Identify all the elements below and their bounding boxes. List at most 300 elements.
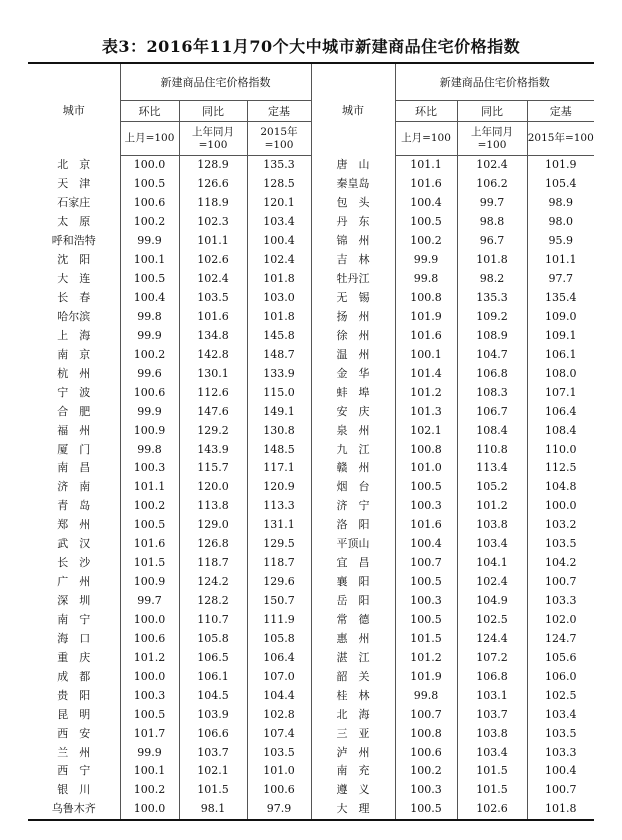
left-yoy-cell: 147.6 [179, 402, 247, 421]
right-city-cell: 三 亚 [311, 724, 395, 743]
right-city-cell: 锦 州 [311, 232, 395, 251]
left-yoy-cell: 103.7 [179, 743, 247, 762]
left-mom-cell: 101.6 [120, 535, 179, 554]
right-mom-cell: 100.2 [395, 232, 457, 251]
left-base-cell: 102.4 [247, 251, 311, 270]
right-mom-cell: 101.6 [395, 326, 457, 345]
left-base-cell: 145.8 [247, 326, 311, 345]
left-mom-cell: 100.6 [120, 629, 179, 648]
table-row [28, 800, 594, 820]
right-city-cell: 金 华 [311, 364, 395, 383]
left-mom-cell: 99.8 [120, 308, 179, 327]
right-mom-cell: 100.8 [395, 724, 457, 743]
city-header-left: 城市 [28, 63, 120, 156]
left-city-cell: 天 津 [28, 175, 120, 194]
fixed-base-left: 2015年=100 [247, 122, 311, 156]
right-mom-cell: 101.2 [395, 648, 457, 667]
right-city-cell: 北 海 [311, 705, 395, 724]
right-yoy-cell: 102.5 [457, 611, 527, 630]
left-base-cell: 130.8 [247, 421, 311, 440]
left-yoy-cell: 128.9 [179, 156, 247, 175]
left-mom-cell: 99.9 [120, 232, 179, 251]
right-yoy-cell: 107.2 [457, 648, 527, 667]
left-city-cell: 南 宁 [28, 611, 120, 630]
table-row [28, 194, 594, 213]
left-yoy-cell: 104.5 [179, 686, 247, 705]
left-mom-cell: 100.1 [120, 251, 179, 270]
right-mom-cell: 100.5 [395, 478, 457, 497]
table-row [28, 308, 594, 327]
right-base-cell: 103.3 [545, 594, 577, 608]
left-mom-cell: 101.2 [120, 648, 179, 667]
right-city-cell: 扬 州 [311, 308, 395, 327]
right-base-cell: 100.7 [545, 575, 577, 589]
right-mom-cell: 100.7 [395, 554, 457, 573]
left-city-cell: 合 肥 [28, 402, 120, 421]
right-yoy-cell: 101.8 [457, 251, 527, 270]
right-yoy-cell: 106.8 [457, 667, 527, 686]
right-city-cell: 吉 林 [311, 251, 395, 270]
right-mom-cell: 99.8 [395, 686, 457, 705]
left-base-cell: 148.7 [247, 345, 311, 364]
left-mom-cell: 100.0 [120, 611, 179, 630]
right-mom-cell: 100.7 [395, 705, 457, 724]
right-mom-cell: 101.6 [395, 516, 457, 535]
left-base-cell: 149.1 [247, 402, 311, 421]
right-base-cell: 124.7 [545, 631, 577, 645]
right-mom-cell: 100.6 [395, 743, 457, 762]
base-header-left: 定基 [247, 101, 311, 122]
right-base-cell: 100.7 [545, 783, 577, 797]
left-base-cell: 97.9 [247, 800, 311, 820]
left-mom-cell: 100.9 [120, 573, 179, 592]
left-city-cell: 青 岛 [28, 497, 120, 516]
left-base-cell: 102.8 [247, 705, 311, 724]
right-mom-cell: 100.3 [395, 592, 457, 611]
right-mom-cell: 101.0 [395, 459, 457, 478]
left-city-cell: 石家庄 [28, 194, 120, 213]
right-mom-cell: 100.5 [395, 573, 457, 592]
left-city-cell: 长 沙 [28, 554, 120, 573]
right-base-cell: 108.0 [545, 366, 577, 380]
left-city-cell: 哈尔滨 [28, 308, 120, 327]
right-base-cell: 101.8 [527, 800, 594, 820]
right-yoy-cell: 103.8 [457, 516, 527, 535]
right-base-cell: 103.5 [545, 726, 577, 740]
right-city-cell: 蚌 埠 [311, 383, 395, 402]
right-mom-cell: 101.9 [395, 667, 457, 686]
right-city-cell: 平顶山 [311, 535, 395, 554]
right-yoy-cell: 102.4 [457, 573, 527, 592]
left-base-cell: 103.0 [247, 289, 311, 308]
right-yoy-cell: 98.8 [457, 213, 527, 232]
mom-base-left: 上月=100 [120, 122, 179, 156]
left-mom-cell: 100.9 [120, 421, 179, 440]
left-yoy-cell: 106.5 [179, 648, 247, 667]
right-base-cell: 107.1 [545, 385, 577, 399]
yoy-base-right: 上年同月=100 [457, 122, 527, 156]
right-city-cell: 无 锡 [311, 289, 395, 308]
table-row [28, 270, 594, 289]
left-city-cell: 太 原 [28, 213, 120, 232]
left-city-cell: 银 川 [28, 781, 120, 800]
left-yoy-cell: 112.6 [179, 383, 247, 402]
right-city-cell: 襄 阳 [311, 573, 395, 592]
right-yoy-cell: 106.2 [457, 175, 527, 194]
city-header-right: 城市 [311, 63, 395, 156]
left-city-cell: 济 南 [28, 478, 120, 497]
left-mom-cell: 99.9 [120, 326, 179, 345]
left-base-cell: 111.9 [247, 611, 311, 630]
left-base-cell: 113.3 [247, 497, 311, 516]
right-base-cell: 106.1 [545, 347, 577, 361]
right-mom-cell: 100.3 [395, 781, 457, 800]
left-mom-cell: 100.5 [120, 516, 179, 535]
left-mom-cell: 100.5 [120, 705, 179, 724]
right-mom-cell: 100.8 [395, 440, 457, 459]
index-group-header-left: 新建商品住宅价格指数 [120, 63, 311, 101]
left-yoy-cell: 101.6 [179, 308, 247, 327]
right-yoy-cell: 101.2 [457, 497, 527, 516]
table-row [28, 213, 594, 232]
right-base-cell: 101.1 [545, 253, 577, 267]
left-city-cell: 广 州 [28, 573, 120, 592]
right-base-cell: 108.4 [545, 423, 577, 437]
page-title: 表3：2016年11月70个大中城市新建商品住宅价格指数 [101, 37, 521, 56]
right-base-cell: 98.9 [548, 196, 573, 210]
right-base-cell: 105.6 [545, 650, 577, 664]
left-base-cell: 118.7 [247, 554, 311, 573]
right-yoy-cell: 102.6 [457, 800, 527, 820]
right-yoy-cell: 135.3 [457, 289, 527, 308]
left-mom-cell: 100.5 [120, 270, 179, 289]
mom-header-left: 环比 [120, 101, 179, 122]
right-city-cell: 包 头 [311, 194, 395, 213]
left-yoy-cell: 126.8 [179, 535, 247, 554]
left-city-cell: 乌鲁木齐 [28, 800, 120, 820]
right-yoy-cell: 106.7 [457, 402, 527, 421]
right-yoy-cell: 101.5 [457, 762, 527, 781]
left-base-cell: 104.4 [247, 686, 311, 705]
left-base-cell: 103.5 [247, 743, 311, 762]
right-mom-cell: 100.3 [395, 497, 457, 516]
right-mom-cell: 101.3 [395, 402, 457, 421]
right-base-cell: 104.8 [545, 480, 577, 494]
left-yoy-cell: 124.2 [179, 573, 247, 592]
right-yoy-cell: 101.5 [457, 781, 527, 800]
right-mom-cell: 101.9 [395, 308, 457, 327]
table-row [28, 383, 594, 402]
left-mom-cell: 99.7 [120, 592, 179, 611]
table-row [28, 667, 594, 686]
right-yoy-cell: 110.8 [457, 440, 527, 459]
left-city-cell: 杭 州 [28, 364, 120, 383]
left-base-cell: 100.4 [247, 232, 311, 251]
right-base-cell: 103.2 [545, 518, 577, 532]
right-city-cell: 大 理 [311, 800, 395, 820]
right-city-cell: 丹 东 [311, 213, 395, 232]
left-mom-cell: 99.8 [120, 440, 179, 459]
table-row [28, 648, 594, 667]
left-city-cell: 贵 阳 [28, 686, 120, 705]
right-yoy-cell: 105.2 [457, 478, 527, 497]
right-yoy-cell: 108.3 [457, 383, 527, 402]
left-base-cell: 128.5 [247, 175, 311, 194]
table-row [28, 440, 594, 459]
yoy-base-left: 上年同月=100 [179, 122, 247, 156]
left-city-cell: 深 圳 [28, 592, 120, 611]
left-city-cell: 昆 明 [28, 705, 120, 724]
right-yoy-cell: 98.2 [457, 270, 527, 289]
left-base-cell: 115.0 [247, 383, 311, 402]
left-mom-cell: 100.2 [120, 213, 179, 232]
left-city-cell: 武 汉 [28, 535, 120, 554]
left-yoy-cell: 129.0 [179, 516, 247, 535]
left-mom-cell: 100.2 [120, 345, 179, 364]
left-base-cell: 129.5 [247, 535, 311, 554]
right-mom-cell: 101.1 [395, 156, 457, 175]
left-mom-cell: 99.6 [120, 364, 179, 383]
left-city-cell: 兰 州 [28, 743, 120, 762]
right-mom-cell: 100.8 [395, 289, 457, 308]
table-row [28, 421, 594, 440]
left-mom-cell: 99.9 [120, 402, 179, 421]
right-city-cell: 烟 台 [311, 478, 395, 497]
left-base-cell: 101.0 [247, 762, 311, 781]
right-yoy-cell: 103.8 [457, 724, 527, 743]
table-row [28, 326, 594, 345]
left-yoy-cell: 120.0 [179, 478, 247, 497]
right-base-cell: 102.0 [545, 612, 577, 626]
left-mom-cell: 100.1 [120, 762, 179, 781]
left-city-cell: 沈 阳 [28, 251, 120, 270]
table-row [28, 762, 594, 781]
right-yoy-cell: 103.4 [457, 535, 527, 554]
left-yoy-cell: 102.6 [179, 251, 247, 270]
right-mom-cell: 100.5 [395, 213, 457, 232]
right-yoy-cell: 103.7 [457, 705, 527, 724]
right-mom-cell: 101.5 [395, 629, 457, 648]
left-city-cell: 西 宁 [28, 762, 120, 781]
right-yoy-cell: 99.7 [457, 194, 527, 213]
right-base-cell: 106.0 [545, 669, 577, 683]
table-row [28, 364, 594, 383]
left-base-cell: 103.4 [247, 213, 311, 232]
left-city-cell: 南 昌 [28, 459, 120, 478]
right-base-cell: 100.0 [545, 499, 577, 513]
left-yoy-cell: 113.8 [179, 497, 247, 516]
left-yoy-cell: 102.3 [179, 213, 247, 232]
left-mom-cell: 101.7 [120, 724, 179, 743]
table-row [28, 345, 594, 364]
right-yoy-cell: 104.9 [457, 592, 527, 611]
left-yoy-cell: 129.2 [179, 421, 247, 440]
left-city-cell: 福 州 [28, 421, 120, 440]
left-mom-cell: 100.0 [120, 156, 179, 175]
right-mom-cell: 100.4 [395, 535, 457, 554]
right-base-cell: 98.0 [548, 215, 573, 229]
table-row [28, 611, 594, 630]
right-city-cell: 常 德 [311, 611, 395, 630]
left-base-cell: 133.9 [247, 364, 311, 383]
right-mom-cell: 102.1 [395, 421, 457, 440]
right-base-cell: 104.2 [545, 556, 577, 570]
right-yoy-cell: 96.7 [457, 232, 527, 251]
right-city-cell: 温 州 [311, 345, 395, 364]
left-city-cell: 厦 门 [28, 440, 120, 459]
left-base-cell: 120.9 [247, 478, 311, 497]
table-row [28, 251, 594, 270]
right-yoy-cell: 104.1 [457, 554, 527, 573]
table-row [28, 156, 594, 175]
right-yoy-cell: 113.4 [457, 459, 527, 478]
left-city-cell: 郑 州 [28, 516, 120, 535]
left-mom-cell: 100.2 [120, 497, 179, 516]
left-mom-cell: 101.1 [120, 478, 179, 497]
right-city-cell: 九 江 [311, 440, 395, 459]
table-row [28, 497, 594, 516]
right-yoy-cell: 102.4 [457, 156, 527, 175]
right-city-cell: 宜 昌 [311, 554, 395, 573]
left-yoy-cell: 101.5 [179, 781, 247, 800]
right-base-cell: 106.4 [545, 404, 577, 418]
right-yoy-cell: 108.4 [457, 421, 527, 440]
left-yoy-cell: 103.5 [179, 289, 247, 308]
left-base-cell: 105.8 [247, 629, 311, 648]
left-mom-cell: 101.5 [120, 554, 179, 573]
right-base-cell: 110.0 [545, 442, 577, 456]
right-base-cell: 100.4 [545, 764, 577, 778]
left-yoy-cell: 118.7 [179, 554, 247, 573]
left-mom-cell: 100.4 [120, 289, 179, 308]
right-base-cell: 109.1 [545, 328, 577, 342]
left-yoy-cell: 102.4 [179, 270, 247, 289]
right-base-cell: 103.5 [545, 537, 577, 551]
right-city-cell: 徐 州 [311, 326, 395, 345]
right-city-cell: 济 宁 [311, 497, 395, 516]
left-yoy-cell: 102.1 [179, 762, 247, 781]
right-city-cell: 惠 州 [311, 629, 395, 648]
right-base-cell: 103.4 [545, 707, 577, 721]
left-city-cell: 呼和浩特 [28, 232, 120, 251]
left-base-cell: 101.8 [247, 270, 311, 289]
table-row [28, 478, 594, 497]
right-yoy-cell: 109.2 [457, 308, 527, 327]
left-mom-cell: 100.3 [120, 459, 179, 478]
left-base-cell: 106.4 [247, 648, 311, 667]
left-yoy-cell: 106.6 [179, 724, 247, 743]
yoy-header-left: 同比 [179, 101, 247, 122]
left-city-cell: 大 连 [28, 270, 120, 289]
right-mom-cell: 99.9 [395, 251, 457, 270]
right-city-cell: 桂 林 [311, 686, 395, 705]
yoy-header-right: 同比 [457, 101, 527, 122]
left-yoy-cell: 115.7 [179, 459, 247, 478]
left-yoy-cell: 130.1 [179, 364, 247, 383]
right-city-cell: 韶 关 [311, 667, 395, 686]
left-yoy-cell: 143.9 [179, 440, 247, 459]
right-base-cell: 102.5 [545, 688, 577, 702]
left-city-cell: 宁 波 [28, 383, 120, 402]
right-mom-cell: 100.5 [395, 800, 457, 820]
table-row [28, 724, 594, 743]
right-city-cell: 唐 山 [311, 156, 395, 175]
left-mom-cell: 100.0 [120, 800, 179, 820]
right-mom-cell: 101.4 [395, 364, 457, 383]
table-row [28, 592, 594, 611]
left-mom-cell: 100.6 [120, 194, 179, 213]
right-city-cell: 安 庆 [311, 402, 395, 421]
table-row [28, 705, 594, 724]
left-yoy-cell: 106.1 [179, 667, 247, 686]
right-mom-cell: 101.6 [395, 175, 457, 194]
right-yoy-cell: 103.4 [457, 743, 527, 762]
table-row [28, 743, 594, 762]
right-base-cell: 135.4 [545, 291, 577, 305]
right-yoy-cell: 104.7 [457, 345, 527, 364]
table-row [28, 459, 594, 478]
table-row [28, 516, 594, 535]
left-city-cell: 上 海 [28, 326, 120, 345]
table-row [28, 573, 594, 592]
left-yoy-cell: 105.8 [179, 629, 247, 648]
mom-header-right: 环比 [395, 101, 457, 122]
index-group-header-right: 新建商品住宅价格指数 [395, 63, 594, 101]
left-yoy-cell: 134.8 [179, 326, 247, 345]
left-city-cell: 长 春 [28, 289, 120, 308]
right-base-cell: 97.7 [548, 272, 573, 286]
left-mom-cell: 100.6 [120, 383, 179, 402]
mom-base-right: 上月=100 [395, 122, 457, 156]
right-base-cell: 112.5 [545, 461, 577, 475]
left-mom-cell: 100.0 [120, 667, 179, 686]
left-mom-cell: 100.2 [120, 781, 179, 800]
left-yoy-cell: 118.9 [179, 194, 247, 213]
right-mom-cell: 100.1 [395, 345, 457, 364]
right-mom-cell: 99.8 [395, 270, 457, 289]
left-yoy-cell: 142.8 [179, 345, 247, 364]
right-city-cell: 秦皇岛 [311, 175, 395, 194]
base-header-right: 定基 [527, 101, 594, 122]
table-row [28, 232, 594, 251]
left-base-cell: 107.0 [247, 667, 311, 686]
right-city-cell: 泉 州 [311, 421, 395, 440]
left-city-cell: 西 安 [28, 724, 120, 743]
table-body [28, 156, 594, 820]
left-yoy-cell: 126.6 [179, 175, 247, 194]
table-row [28, 554, 594, 573]
left-city-cell: 海 口 [28, 629, 120, 648]
table-row [28, 686, 594, 705]
right-mom-cell: 100.4 [395, 194, 457, 213]
table-row [28, 289, 594, 308]
right-yoy-cell: 124.4 [457, 629, 527, 648]
left-base-cell: 131.1 [247, 516, 311, 535]
right-mom-cell: 101.2 [395, 383, 457, 402]
left-base-cell: 135.3 [247, 156, 311, 175]
left-city-cell: 成 都 [28, 667, 120, 686]
right-yoy-cell: 103.1 [457, 686, 527, 705]
right-yoy-cell: 106.8 [457, 364, 527, 383]
left-yoy-cell: 110.7 [179, 611, 247, 630]
right-city-cell: 岳 阳 [311, 592, 395, 611]
left-base-cell: 107.4 [247, 724, 311, 743]
fixed-base-right: 2015年=100 [527, 122, 594, 156]
left-city-cell: 重 庆 [28, 648, 120, 667]
table-row [28, 781, 594, 800]
left-yoy-cell: 101.1 [179, 232, 247, 251]
left-base-cell: 129.6 [247, 573, 311, 592]
